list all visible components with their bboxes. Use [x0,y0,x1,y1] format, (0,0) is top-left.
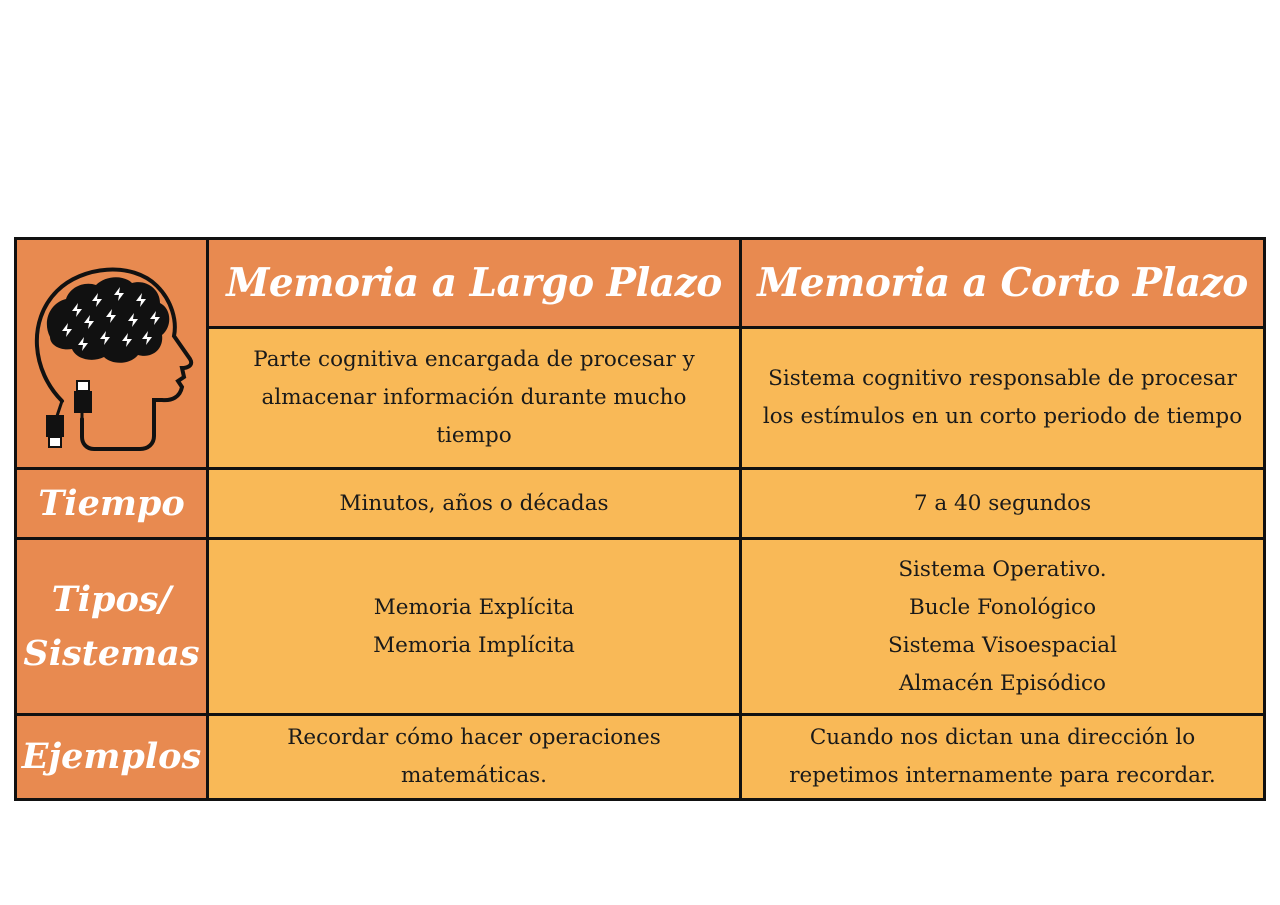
head-brain-usb-icon [22,251,202,456]
list-item: Sistema Operativo. [898,556,1107,582]
comparison-table [14,237,1266,801]
row-label-tipos-line1: Tipos/ [51,578,172,620]
tipos-short-cell [742,540,1263,713]
definition-short-cell [742,329,1263,467]
ejemplos-long-text: Recordar cómo hacer operaciones matemáticas. [287,725,661,788]
row-label-tiempo-cell [17,470,206,537]
list-item: Almacén Episódico [899,670,1106,696]
row-label-tiempo: Tiempo [38,482,185,524]
list-item: Bucle Fonológico [908,594,1097,620]
ejemplos-short-text: Cuando nos dictan una dirección lo repetimos internamente para recordar. [789,725,1216,788]
short-term-title: Memoria a Corto Plazo [757,260,1248,306]
list-item: Memoria Explícita [373,594,575,620]
long-term-title: Memoria a Largo Plazo [226,260,722,306]
ejemplos-short-cell [742,716,1263,798]
row-label-tipos [23,573,199,681]
logo-cell [17,240,206,467]
tiempo-long-text: Minutos, años o décadas [339,490,609,516]
tiempo-short-text: 7 a 40 segundos [913,490,1092,516]
header-short-term [742,240,1263,326]
definition-long-cell [209,329,739,467]
definition-short-text: Sistema cognitivo responsable de procesar los estímulos en un corto periodo de tiempo [762,366,1243,429]
ejemplos-long-cell [209,716,739,798]
tipos-long-cell [209,540,739,713]
row-label-ejemplos-cell [17,716,206,798]
definition-long-text: Parte cognitiva encargada de procesar y almacenar información durante mucho tiempo [253,347,695,448]
list-item: Sistema Visoespacial [888,632,1117,658]
row-label-tipos-line2: Sistemas [23,632,200,674]
header-long-term [209,240,739,326]
row-label-ejemplos: Ejemplos [21,736,202,777]
list-item: Memoria Implícita [373,632,575,658]
tipos-short-list [874,551,1131,703]
tiempo-short-cell [742,470,1263,537]
row-label-tipos-cell [17,540,206,713]
tiempo-long-cell [209,470,739,537]
tipos-long-list [359,589,589,665]
